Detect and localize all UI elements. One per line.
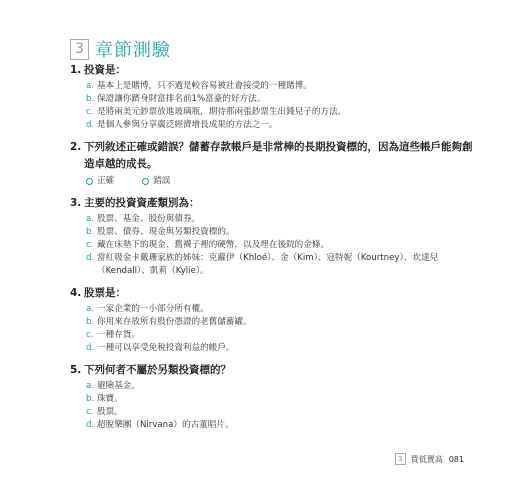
question-number: 1. xyxy=(70,64,82,76)
option-letter: b. xyxy=(86,394,95,404)
option-letter: d. xyxy=(86,343,95,353)
option-list xyxy=(86,303,480,355)
option-text: 珠寶。 xyxy=(97,394,123,404)
option-letter: b. xyxy=(86,227,95,237)
option-d xyxy=(86,419,480,432)
option-text: 股票、債券、現金與另類投資標的。 xyxy=(97,227,235,237)
chapter-title: 章節測驗 xyxy=(95,40,171,61)
option-letter: b. xyxy=(86,317,95,327)
option-text: 是個人參與分享廣泛經濟增長成果的方法之一。 xyxy=(97,120,278,130)
option-d xyxy=(86,252,480,278)
page-number: 081 xyxy=(448,454,464,464)
page-footer xyxy=(395,453,464,465)
option-c xyxy=(86,239,480,252)
question-4 xyxy=(70,285,480,355)
radio-circle-icon[interactable] xyxy=(142,178,149,185)
option-text: 是將兩美元鈔票放進玻璃瓶，期待那兩張鈔票生出錢兒子的方法。 xyxy=(97,107,347,117)
option-letter: d. xyxy=(86,253,95,263)
question-text: 投資是： xyxy=(84,64,126,76)
true-choice[interactable] xyxy=(86,175,114,188)
question-number: 5. xyxy=(70,364,82,376)
question-1 xyxy=(70,62,480,132)
option-letter: b. xyxy=(86,94,95,104)
option-a xyxy=(86,213,480,226)
option-text: 基本上是賭博，只不過是較容易被社會接受的一種賭博。 xyxy=(97,81,312,91)
radio-circle-icon[interactable] xyxy=(86,178,93,185)
option-list xyxy=(86,380,480,432)
option-text: 股票、基金、股份與債券。 xyxy=(97,214,201,224)
quiz-questions xyxy=(70,62,480,439)
footer-chapter-number: 3 xyxy=(395,453,406,465)
option-d xyxy=(86,119,480,132)
option-b xyxy=(86,316,480,329)
question-5 xyxy=(70,362,480,432)
option-a xyxy=(86,303,480,316)
option-b xyxy=(86,226,480,239)
chapter-number-box: 3 xyxy=(70,39,89,60)
option-list xyxy=(86,80,480,132)
question-text: 下列敘述正確或錯誤？儲蓄存款帳戶是非常棒的長期投資標的，因為這些帳戶能夠創造卓越的成長。 xyxy=(84,141,473,170)
option-text: 避險基金。 xyxy=(97,381,140,391)
option-text: 保證讓你躋身財富排名前1%富豪的好方法。 xyxy=(97,94,266,104)
false-choice[interactable] xyxy=(142,175,170,188)
option-c xyxy=(86,406,480,419)
option-a xyxy=(86,80,480,93)
question-header xyxy=(70,139,480,173)
question-text: 下列何者不屬於另類投資標的？ xyxy=(84,364,231,376)
option-text: 超脫樂團（Nirvana）的古董唱片。 xyxy=(97,420,234,430)
option-letter: d. xyxy=(86,420,95,430)
question-number: 4. xyxy=(70,287,82,299)
true-label: 正確 xyxy=(97,176,115,186)
option-b xyxy=(86,393,480,406)
option-d xyxy=(86,342,480,355)
question-header xyxy=(70,62,480,79)
option-text: 一種存貨。 xyxy=(97,330,140,340)
option-b xyxy=(86,93,480,106)
option-text: 股票。 xyxy=(97,407,123,417)
option-a xyxy=(86,380,480,393)
question-2 xyxy=(70,139,480,188)
option-letter: a. xyxy=(86,214,94,224)
false-label: 錯誤 xyxy=(153,176,171,186)
option-letter: a. xyxy=(86,381,94,391)
footer-chapter-title: 買低賣高 xyxy=(410,454,443,464)
question-header xyxy=(70,195,480,212)
chapter-header xyxy=(70,36,171,62)
option-letter: a. xyxy=(86,304,94,314)
question-text: 主要的投資資產類別為： xyxy=(84,197,200,209)
option-text: 一種可以享受免稅投資利益的帳戶。 xyxy=(97,343,235,353)
true-false-choices xyxy=(86,175,480,188)
option-text: 當紅吸金卡戴珊家族的姊妹：克蘿伊（Khloé）、金（Kim）、寇特妮（Kourtney）、坎達兒（Kendall）、凱莉（Kylie）。 xyxy=(97,253,439,276)
option-letter: c. xyxy=(86,107,94,117)
option-c xyxy=(86,106,480,119)
question-text: 股票是： xyxy=(84,287,126,299)
option-letter: c. xyxy=(86,240,94,250)
option-text: 一家企業的一小部分所有權。 xyxy=(97,304,209,314)
option-letter: a. xyxy=(86,81,94,91)
question-header xyxy=(70,285,480,302)
option-letter: c. xyxy=(86,407,94,417)
option-list xyxy=(86,213,480,278)
option-text: 藏在床墊下的現金、舊襪子裡的硬幣，以及埋在後院的金條。 xyxy=(97,240,330,250)
option-letter: c. xyxy=(86,330,94,340)
option-c xyxy=(86,329,480,342)
option-text: 你用來存放所有股份憑證的老舊儲蓄罐。 xyxy=(97,317,252,327)
question-3 xyxy=(70,195,480,278)
question-number: 2. xyxy=(70,141,82,153)
option-letter: d. xyxy=(86,120,95,130)
question-number: 3. xyxy=(70,197,82,209)
question-header xyxy=(70,362,480,379)
